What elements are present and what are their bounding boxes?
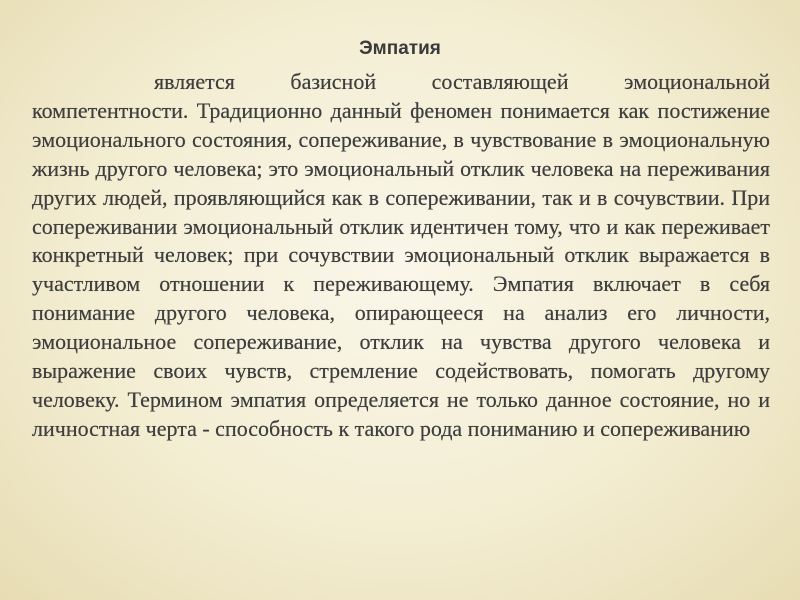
slide-body-text: является базисной составляющей эмоциональной компетентности. Традиционно данный феномен понимается как постижение эмоционального состояния, сопереживание, в чувствование в эмоциональную жизнь другого человека; это эмоциональный отклик человека на переживания других людей, проявляющийся как в сопереживании, так и в сочувствии. При сопереживании эмоциональный отклик идентичен тому, что и как переживает конкретный человек; при сочувствии эмоциональный отклик выражается в участливом отношении к переживающему. Эмпатия включает в себя понимание другого человека, опирающееся на анализ его личности, эмоциональное сопереживание, отклик на чувства другого человека и выражение своих чувств, стремление содействовать, помогать другому человеку. Термином эмпатия определяется не только данное состояние, но и личностная черта - способность к такого рода пониманию и сопереживанию xyxy=(32,69,770,441)
slide-title: Эмпатия xyxy=(359,38,441,59)
